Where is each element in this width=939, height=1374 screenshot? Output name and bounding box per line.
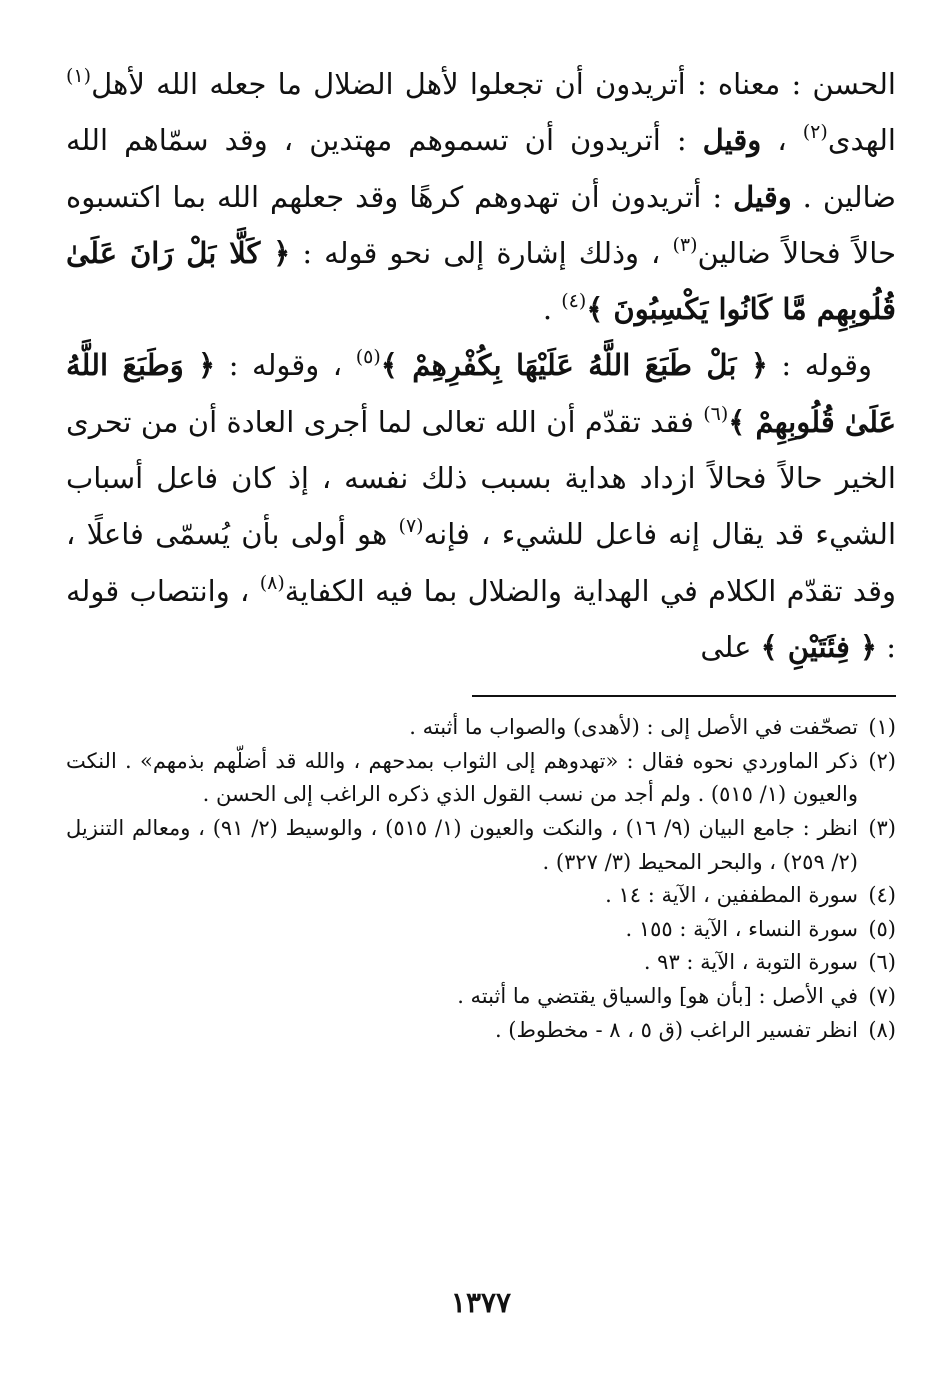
footnote-number: (٧) — [868, 984, 896, 1009]
quran-verse: بَلْ طَبَعَ اللَّهُ عَلَيْهَا بِكُفْرِهِمْ — [397, 348, 751, 383]
footnote-text: تصحّفت في الأصل إلى : (لأهدى) والصواب ما أثبته . — [409, 715, 858, 740]
quran-bracket-close: ﴾ — [728, 404, 746, 439]
text-run: : أتريدون أن تسموهم مهتدين ، وقد سمّاهم الله ضالين . — [66, 123, 896, 214]
footnote-3 — [66, 812, 896, 879]
footnote-text: ذكر الماوردي نحوه فقال : «تهدوهم إلى الثواب بمدحهم ، والله قد أضلّهم بذمهم» . النكت والعيون (١/ ٥١٥) . ولم أجد من نسب القول الذي ذكره الراغب إلى الحسن . — [66, 748, 858, 807]
footnote-number: (٤) — [868, 883, 896, 908]
footnote-ref-1[interactable]: (١) — [66, 65, 92, 87]
quran-verse: كَلَّا بَلْ رَانَ عَلَىٰ قُلُوبِهِم مَّا كَانُوا يَكْسِبُونَ — [66, 235, 896, 327]
quran-bracket-open: ﴿ — [273, 235, 291, 270]
footnote-ref-6[interactable]: (٦) — [703, 402, 729, 425]
main-text — [66, 56, 896, 675]
quran-bracket-open: ﴿ — [860, 629, 877, 664]
text-run: ، وذلك إشارة إلى نحو قوله : — [290, 235, 673, 270]
text-run: ، — [761, 123, 803, 158]
footnote-text: سورة المطففين ، الآية : ١٤ . — [605, 883, 858, 908]
text-run: على — [700, 629, 761, 664]
quran-bracket-close: ﴾ — [760, 629, 778, 664]
footnote-number: (١) — [868, 715, 896, 740]
footnote-ref-3[interactable]: (٣) — [672, 233, 698, 256]
quran-bracket-close: ﴾ — [380, 348, 398, 383]
footnote-2 — [66, 745, 896, 812]
footnote-number: (٣) — [868, 816, 896, 841]
footnote-number: (٨) — [868, 1017, 896, 1042]
footnote-1 — [66, 711, 896, 745]
text-run: . — [542, 292, 562, 327]
quran-bracket-open: ﴿ — [198, 348, 216, 383]
footnote-text: انظر تفسير الراغب (ق ٥ ، ٨ - مخطوط) . — [494, 1017, 858, 1042]
footnote-ref-4[interactable]: (٤) — [561, 290, 587, 313]
footnote-ref-8[interactable]: (٨) — [259, 571, 285, 594]
text-run: هو أولى بأن يُسمّى فاعلًا ، وقد تقدّم الكلام في الهداية والضلال بما فيه الكفاية — [66, 517, 896, 608]
quran-bracket-close: ﴾ — [586, 292, 604, 327]
footnote-divider — [472, 695, 896, 697]
footnote-ref-7[interactable]: (٧) — [398, 515, 424, 538]
quran-verse: وَطَبَعَ اللَّهُ عَلَىٰ قُلُوبِهِمْ — [66, 348, 896, 439]
footnotes — [66, 711, 896, 1047]
text-run: الهدى — [827, 123, 896, 158]
footnote-text: سورة النساء ، الآية : ١٥٥ . — [625, 916, 858, 941]
footnote-number: (٢) — [868, 748, 896, 773]
keyword-qil: وقيل — [733, 179, 792, 214]
footnote-ref-5[interactable]: (٥) — [355, 346, 381, 369]
paragraph-1 — [66, 56, 896, 337]
footnote-5 — [66, 913, 896, 947]
text-run: ، وانتصاب قوله : — [66, 573, 896, 664]
text-run: الحسن : معناه : أتريدون أن تجعلوا لأهل الضلال ما جعله الله لأهل — [91, 67, 896, 101]
text-run: ، وقوله : — [215, 348, 356, 383]
footnote-text: في الأصل : [بأن هو] والسياق يقتضي ما أثبته . — [457, 984, 858, 1009]
footnote-number: (٦) — [868, 950, 896, 975]
page-number: ١٣٧٧ — [450, 1286, 512, 1319]
text-run: وقوله : — [767, 348, 872, 383]
footnote-ref-2[interactable]: (٢) — [802, 121, 828, 144]
book-page — [66, 56, 896, 1356]
footnote-4 — [66, 879, 896, 913]
footnote-text: سورة التوبة ، الآية : ٩٣ . — [643, 950, 858, 975]
text-run: : أتريدون أن تهدوهم كرهًا وقد جعلهم الله بما اكتسبوه حالاً فحالاً ضالين — [66, 179, 896, 270]
paragraph-2 — [66, 337, 896, 675]
footnote-7 — [66, 980, 896, 1014]
footnote-text: انظر : جامع البيان (٩/ ١٦) ، والنكت والعيون (١/ ٥١٥) ، والوسيط (٢/ ٩١) ، ومعالم التنزيل (٢/ ٢٥٩) ، والبحر المحيط (٣/ ٣٢٧) . — [66, 816, 859, 874]
footnote-number: (٥) — [868, 916, 896, 941]
footnote-8 — [66, 1014, 896, 1048]
keyword-qil: وقيل — [702, 123, 762, 158]
text-run: فقد تقدّم أن الله تعالى لما أجرى العادة أن من تحرى الخير حالاً فحالاً ازداد هداية بسبب ذلك نفسه ، إذ كان فاعل أسباب الشيء قد يقال إنه فاعل للشيء ، فإنه — [66, 404, 897, 552]
footnote-6 — [66, 946, 896, 980]
quran-bracket-open: ﴿ — [750, 348, 768, 383]
quran-verse: فِئَتَيْنِ — [777, 629, 860, 664]
